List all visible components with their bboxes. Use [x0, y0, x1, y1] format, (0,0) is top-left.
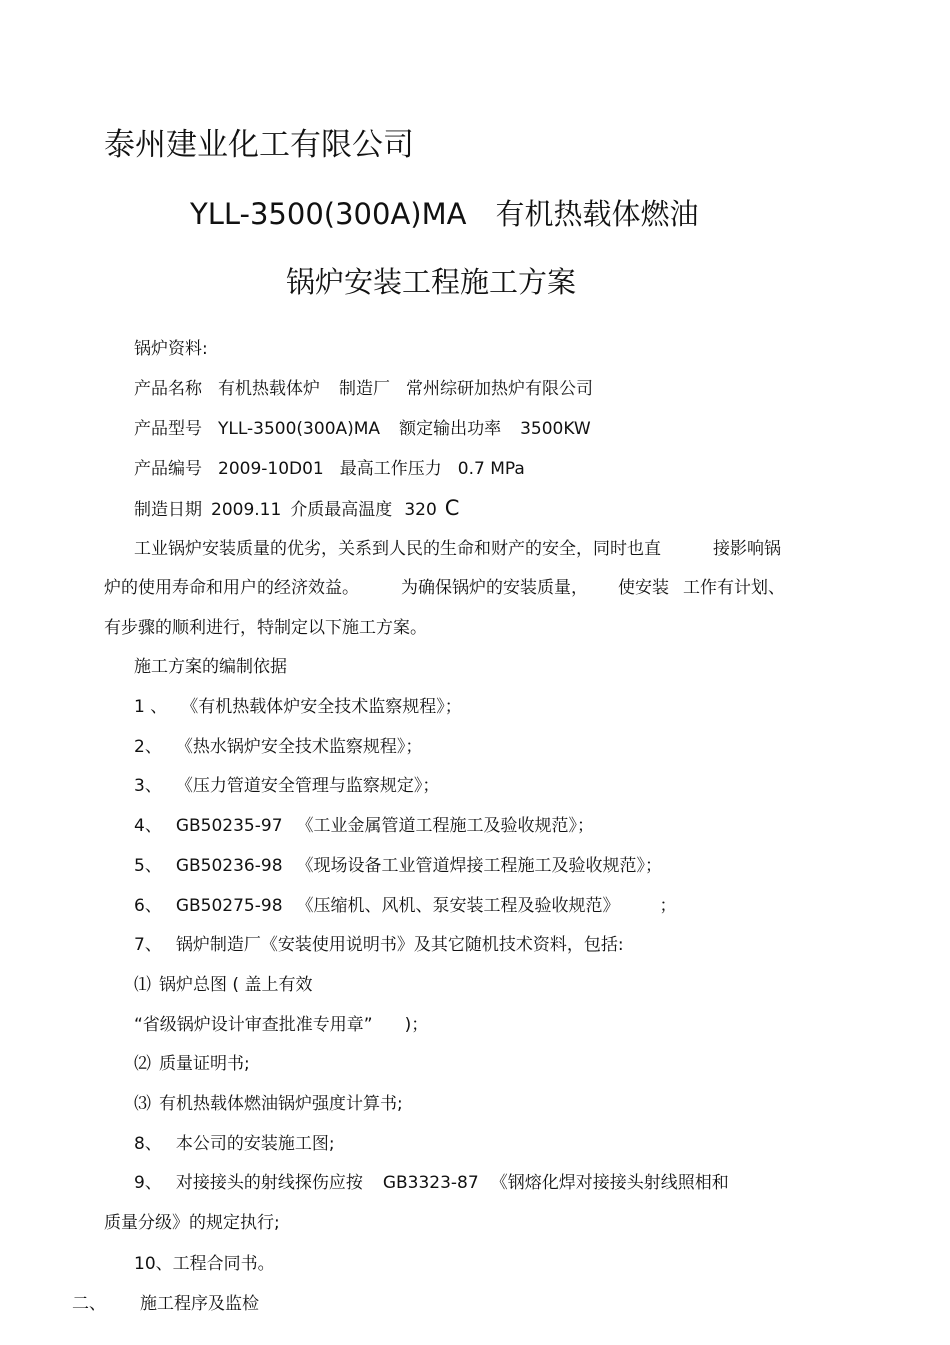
list-item-number: 6、: [134, 896, 162, 916]
list-item-text: 《压缩机、风机、泵安装工程及验收规范》: [296, 896, 620, 916]
boiler-info-row-model: [134, 418, 591, 440]
sub-list-item: [134, 1014, 428, 1036]
intro-text-2c: 使安装: [618, 578, 669, 598]
intro-text-1b: 接影响锅: [713, 539, 781, 559]
list-item-number: 2、: [134, 737, 162, 757]
sub-list-item-tail: )；: [404, 1015, 429, 1035]
list-item-continuation: 质量分级》的规定执行;: [104, 1213, 280, 1233]
intro-text-2b: 为确保锅炉的安装质量，: [401, 578, 588, 598]
list-item-number: 3、: [134, 776, 162, 796]
boiler-info-row-serial: [134, 458, 525, 480]
serial-value: 2009-10D01: [218, 459, 324, 479]
list-item: [134, 934, 624, 956]
list-item-text: 《现场设备工业管道焊接工程施工及验收规范》；: [296, 856, 663, 876]
basis-heading: 施工方案的编制依据: [134, 657, 287, 677]
list-item-text: 锅炉制造厂《安装使用说明书》及其它随机技术资料，包括:: [175, 935, 624, 955]
power-label: 额定输出功率: [399, 419, 502, 439]
temp-label: 介质最高温度: [290, 500, 393, 520]
temp-unit: C: [444, 496, 460, 520]
list-item: [134, 895, 677, 917]
document-title-line-2: 锅炉安装工程施工方案: [286, 265, 577, 299]
sub-list-item-number: ⑴: [134, 975, 151, 995]
boiler-info-heading: 锅炉资料:: [134, 339, 208, 359]
list-item-number: 5、: [134, 856, 162, 876]
list-item-text-continued: 《钢熔化焊对接接头射线照相和: [490, 1173, 729, 1193]
serial-label: 产品编号: [134, 459, 202, 479]
pressure-value: 0.7 MPa: [457, 459, 525, 479]
intro-line-2: [104, 577, 785, 599]
boiler-info-row-date: [134, 497, 459, 521]
list-item: 10、工程合同书。: [134, 1254, 275, 1274]
maker-value: 常州综研加热炉有限公司: [406, 379, 593, 399]
list-item-number: 1 、: [134, 697, 168, 717]
list-item-number: 8、: [134, 1134, 162, 1154]
date-value: 2009.11: [211, 500, 282, 520]
power-value: 3500KW: [520, 419, 591, 439]
section-heading: [72, 1293, 259, 1315]
sub-list-item: [134, 1053, 250, 1075]
document-title-line-1: YLL-3500(300A)MA 有机热载体燃油: [190, 197, 699, 231]
sub-list-item-text: “省级锅炉设计审查批准专用章”: [134, 1015, 373, 1035]
list-item: [134, 855, 662, 877]
section-number: 二、: [72, 1294, 106, 1314]
list-item-text: 《压力管道安全管理与监察规定》；: [175, 776, 440, 796]
sub-list-item-text: 质量证明书;: [159, 1054, 250, 1074]
list-item-text: 《工业金属管道工程施工及验收规范》；: [296, 816, 595, 836]
list-item-number: 9、: [134, 1173, 162, 1193]
standard-code: GB50235-97: [175, 816, 283, 836]
name-label: 产品名称: [134, 379, 202, 399]
boiler-info-row-name: [134, 378, 593, 400]
intro-text-1a: 工业锅炉安装质量的优劣，关系到人民的生命和财产的安全，同时也直: [134, 539, 661, 559]
company-name: 泰州建业化工有限公司: [104, 127, 414, 163]
sub-list-item: [134, 974, 312, 996]
list-item-tail: ；: [659, 896, 677, 916]
maker-label: 制造厂: [339, 379, 390, 399]
list-item-text: 本公司的安装施工图;: [175, 1134, 335, 1154]
intro-text-2a: 炉的使用寿命和用户的经济效益。: [104, 578, 359, 598]
standard-code: GB3323-87: [382, 1173, 479, 1193]
list-item: [134, 1133, 335, 1155]
list-item: [134, 736, 422, 758]
list-item: [134, 775, 439, 797]
section-title: 施工程序及监检: [140, 1294, 259, 1314]
sub-list-item-number: ⑵: [134, 1054, 151, 1074]
intro-text-2d: 工作有计划、: [683, 578, 785, 598]
name-value: 有机热载体炉: [218, 379, 320, 399]
list-item-number: 7、: [134, 935, 162, 955]
temp-value: 320: [404, 500, 437, 520]
intro-line-3: 有步骤的顺利进行，特制定以下施工方案。: [104, 618, 427, 638]
standard-code: GB50236-98: [175, 856, 283, 876]
list-item-text: 《有机热载体炉安全技术监察规程》；: [181, 697, 462, 717]
list-item: [134, 1172, 729, 1194]
list-item-text: 对接接头的射线探伤应按: [175, 1173, 363, 1193]
intro-line-1: [134, 538, 781, 560]
list-item-number: 4、: [134, 816, 162, 836]
sub-list-item-text: 有机热载体燃油锅炉强度计算书;: [159, 1094, 403, 1114]
sub-list-item-text: 锅炉总图 ( 盖上有效: [159, 975, 313, 995]
date-label: 制造日期: [134, 500, 202, 520]
sub-list-item-number: ⑶: [134, 1094, 151, 1114]
sub-list-item: [134, 1093, 403, 1115]
model-value: YLL-3500(300A)MA: [218, 419, 381, 439]
list-item: [134, 696, 462, 718]
list-item: [134, 815, 594, 837]
model-label: 产品型号: [134, 419, 202, 439]
standard-code: GB50275-98: [175, 896, 283, 916]
pressure-label: 最高工作压力: [339, 459, 442, 479]
list-item-text: 《热水锅炉安全技术监察规程》；: [175, 737, 423, 757]
